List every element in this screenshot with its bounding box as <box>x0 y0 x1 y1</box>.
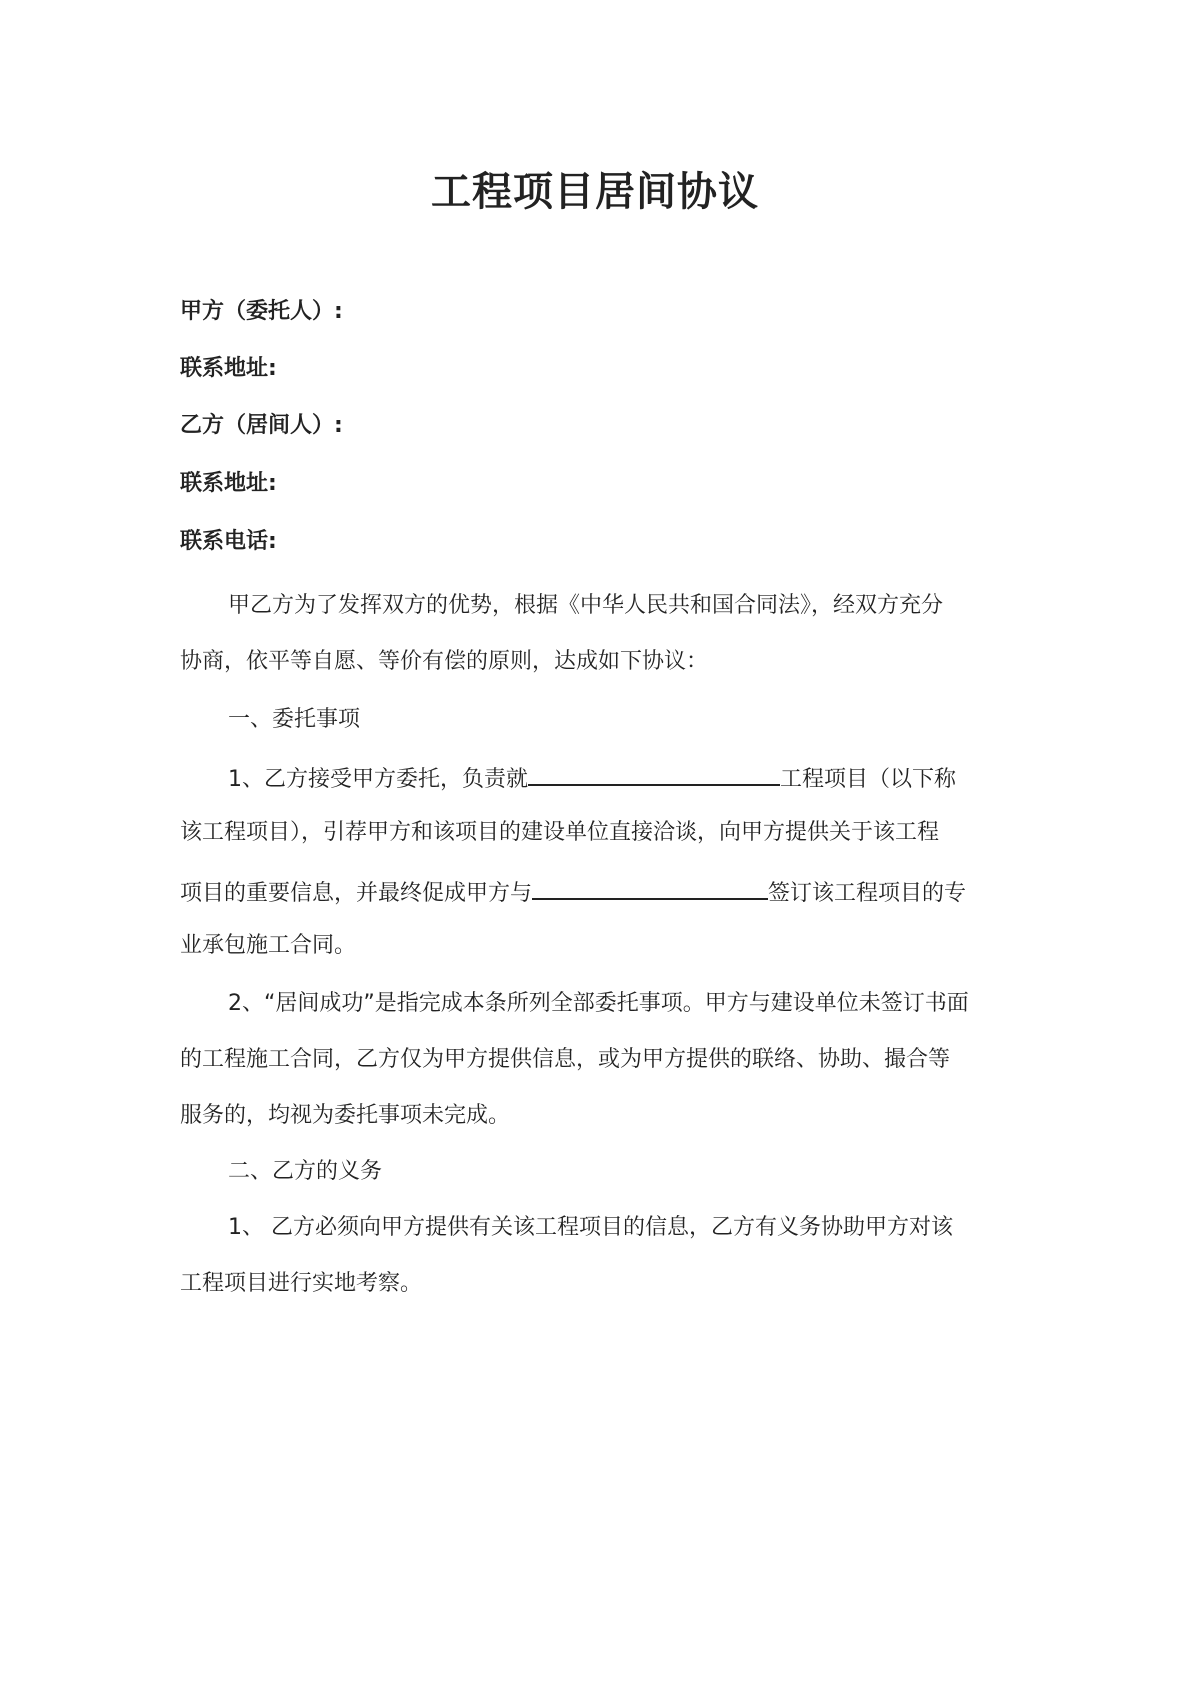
item-1-text-after-blank: 工程项目（以下称 <box>780 767 957 792</box>
party-a-label: 甲方（委托人）: <box>180 299 343 324</box>
section-1-item-2-line-2: 的工程施工合同，乙方仅为甲方提供信息，或为甲方提供的联络、协助、撮合等 <box>180 1047 951 1072</box>
section-1-item-1-line-1 <box>228 760 956 796</box>
party-b-label: 乙方（居间人）: <box>180 413 343 438</box>
section-1-item-1-line-2: 该工程项目），引荐甲方和该项目的建设单位直接洽谈，向甲方提供关于该工程 <box>180 820 940 845</box>
section-2-item-1-line-1: 1、 乙方必须向甲方提供有关该工程项目的信息，乙方有义务协助甲方对该 <box>228 1215 953 1240</box>
item-1-text-before-blank: 1、乙方接受甲方委托，负责就 <box>228 767 528 792</box>
document-title: 工程项目居间协议 <box>431 169 759 215</box>
project-name-blank <box>528 760 780 786</box>
section-1-item-2-line-3: 服务的，均视为委托事项未完成。 <box>180 1103 511 1128</box>
party-a-address-label: 联系地址: <box>180 356 277 381</box>
preamble-line-2: 协商，依平等自愿、等价有偿的原则，达成如下协议： <box>180 649 709 674</box>
section-1-heading: 一、委托事项 <box>228 707 361 732</box>
preamble-line-1: 甲乙方为了发挥双方的优势，根据《中华人民共和国合同法》，经双方充分 <box>228 593 944 618</box>
item-1-line-3-text-before-blank: 项目的重要信息，并最终促成甲方与 <box>180 881 533 906</box>
section-1-item-1-line-3 <box>180 874 966 910</box>
party-b-phone-label: 联系电话: <box>180 529 277 554</box>
contractor-name-blank <box>532 874 768 900</box>
section-1-item-2-line-1: 2、“居间成功”是指完成本条所列全部委托事项。甲方与建设单位未签订书面 <box>228 991 969 1016</box>
party-b-address-label: 联系地址: <box>180 471 277 496</box>
section-1-item-1-line-4: 业承包施工合同。 <box>180 933 357 958</box>
item-1-line-3-text-after-blank: 签订该工程项目的专 <box>768 881 967 906</box>
section-2-heading: 二、乙方的义务 <box>228 1159 383 1184</box>
section-2-item-1-line-2: 工程项目进行实地考察。 <box>180 1271 423 1296</box>
